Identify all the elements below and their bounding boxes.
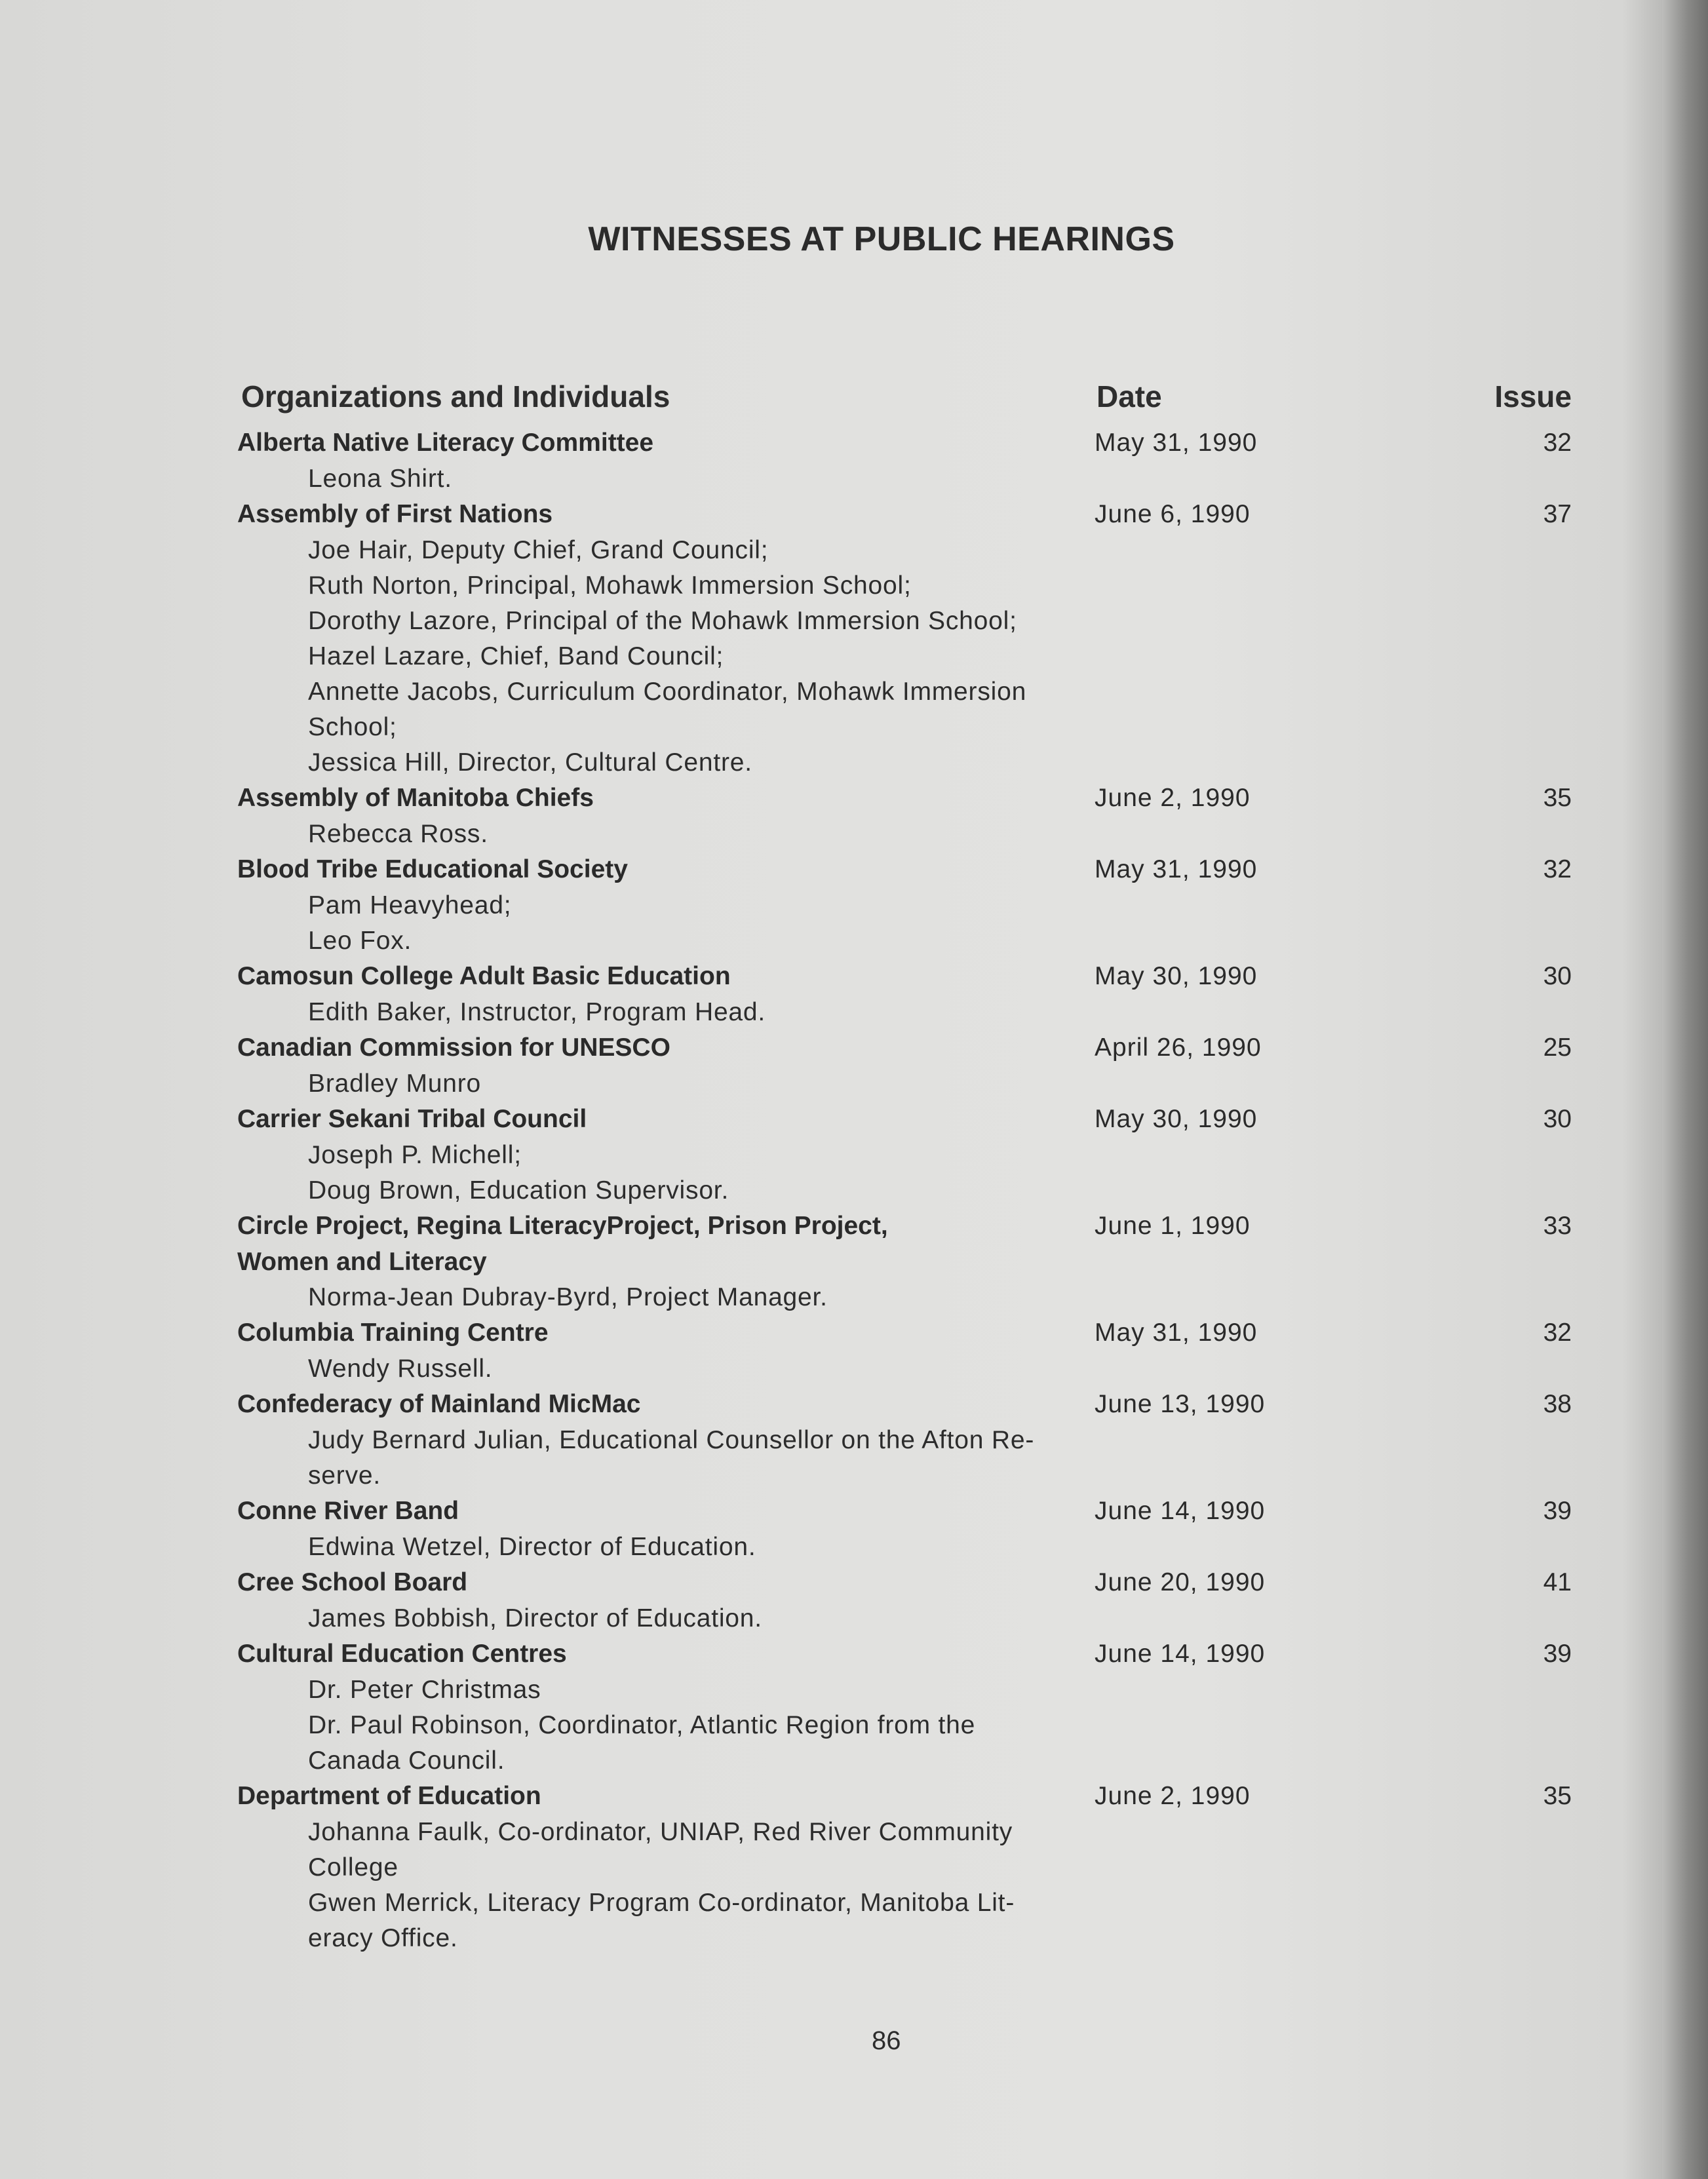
witness-entry bbox=[237, 1102, 1574, 1209]
hearing-date: June 14, 1990 bbox=[1095, 1640, 1266, 1668]
entry-row bbox=[237, 1209, 1574, 1245]
organization-name: Department of Education bbox=[237, 1782, 541, 1810]
organization-name: Assembly of First Nations bbox=[237, 500, 553, 528]
witness-line: Jessica Hill, Director, Cultural Centre. bbox=[308, 748, 752, 777]
witness-line: Joe Hair, Deputy Chief, Grand Council; bbox=[308, 536, 769, 564]
organization-name: Circle Project, Regina LiteracyProject, Prison Project, bbox=[237, 1212, 888, 1240]
organization-name: Camosun College Adult Basic Education bbox=[237, 962, 731, 990]
witness-entry bbox=[237, 426, 1574, 497]
witness-line: Leo Fox. bbox=[308, 927, 412, 955]
hearing-date: June 6, 1990 bbox=[1095, 500, 1251, 528]
witness-line: Bradley Munro bbox=[308, 1070, 482, 1098]
page-title: WITNESSES AT PUBLIC HEARINGS bbox=[588, 220, 1175, 258]
hearing-date: May 31, 1990 bbox=[1095, 855, 1258, 883]
entry-row bbox=[237, 853, 1574, 889]
entry-row bbox=[237, 959, 1574, 995]
witness-line: Rebecca Ross. bbox=[308, 820, 488, 848]
witness-line: Judy Bernard Julian, Educational Counsellor on the Afton Re- bbox=[308, 1426, 1035, 1454]
issue-number: 32 bbox=[1543, 1319, 1572, 1347]
witness-line: Leona Shirt. bbox=[308, 465, 452, 493]
issue-number: 37 bbox=[1543, 500, 1572, 528]
witness-line: College bbox=[308, 1853, 398, 1881]
witness-entry bbox=[237, 781, 1574, 853]
witness-entry bbox=[237, 1566, 1574, 1637]
header-date: Date bbox=[1097, 379, 1162, 414]
witness-line: Dorothy Lazore, Principal of the Mohawk Immersion School; bbox=[308, 607, 1017, 635]
issue-number: 30 bbox=[1543, 1105, 1572, 1133]
hearing-date: June 13, 1990 bbox=[1095, 1390, 1266, 1418]
entry-row bbox=[237, 1031, 1574, 1067]
hearing-date: June 2, 1990 bbox=[1095, 1782, 1251, 1810]
hearing-date: May 31, 1990 bbox=[1095, 1319, 1258, 1347]
issue-number: 32 bbox=[1543, 855, 1572, 883]
witness-line: James Bobbish, Director of Education. bbox=[308, 1604, 762, 1632]
hearing-date: June 1, 1990 bbox=[1095, 1212, 1251, 1240]
witness-entry bbox=[237, 1209, 1574, 1316]
witness-line: Wendy Russell. bbox=[308, 1355, 493, 1383]
organization-name: Conne River Band bbox=[237, 1497, 459, 1525]
witness-line: Gwen Merrick, Literacy Program Co-ordinator, Manitoba Lit- bbox=[308, 1889, 1015, 1917]
issue-number: 35 bbox=[1543, 1782, 1572, 1810]
hearing-date: June 14, 1990 bbox=[1095, 1497, 1266, 1525]
hearing-date: April 26, 1990 bbox=[1095, 1033, 1262, 1062]
witness-line: Annette Jacobs, Curriculum Coordinator, Mohawk Immersion bbox=[308, 678, 1027, 706]
witness-line: eracy Office. bbox=[308, 1924, 458, 1952]
organization-name: Confederacy of Mainland MicMac bbox=[237, 1390, 641, 1418]
organization-name: Alberta Native Literacy Committee bbox=[237, 429, 654, 457]
hearing-date: May 30, 1990 bbox=[1095, 1105, 1258, 1133]
issue-number: 41 bbox=[1543, 1568, 1572, 1596]
entry-row bbox=[237, 426, 1574, 462]
organization-name: Canadian Commission for UNESCO bbox=[237, 1033, 670, 1062]
witness-entry bbox=[237, 1494, 1574, 1566]
witness-line: serve. bbox=[308, 1461, 381, 1490]
witness-line: Dr. Peter Christmas bbox=[308, 1676, 541, 1704]
entry-row bbox=[237, 1102, 1574, 1138]
witness-line: Dr. Paul Robinson, Coordinator, Atlantic Region from the bbox=[308, 1711, 976, 1739]
issue-number: 39 bbox=[1543, 1497, 1572, 1525]
organization-name: Assembly of Manitoba Chiefs bbox=[237, 784, 594, 812]
issue-number: 32 bbox=[1543, 429, 1572, 457]
entry-row bbox=[237, 1566, 1574, 1602]
witness-entry bbox=[237, 1316, 1574, 1387]
witness-line: Norma-Jean Dubray-Byrd, Project Manager. bbox=[308, 1283, 828, 1311]
witness-line: Edith Baker, Instructor, Program Head. bbox=[308, 998, 766, 1026]
organization-name: Cree School Board bbox=[237, 1568, 468, 1596]
witness-line: Johanna Faulk, Co-ordinator, UNIAP, Red River Community bbox=[308, 1818, 1013, 1846]
hearing-date: June 2, 1990 bbox=[1095, 784, 1251, 812]
hearing-date: May 30, 1990 bbox=[1095, 962, 1258, 990]
entry-row bbox=[237, 1494, 1574, 1530]
witness-line: Canada Council. bbox=[308, 1746, 505, 1775]
entry-row bbox=[237, 1316, 1574, 1352]
witness-entry bbox=[237, 1031, 1574, 1102]
header-issue: Issue bbox=[1494, 379, 1572, 414]
witness-line: Pam Heavyhead; bbox=[308, 891, 512, 919]
witness-entry bbox=[237, 1387, 1574, 1494]
issue-number: 35 bbox=[1543, 784, 1572, 812]
issue-number: 39 bbox=[1543, 1640, 1572, 1668]
issue-number: 38 bbox=[1543, 1390, 1572, 1418]
witness-list bbox=[237, 426, 1574, 1957]
witness-line: Joseph P. Michell; bbox=[308, 1141, 522, 1169]
witness-line: Ruth Norton, Principal, Mohawk Immersion School; bbox=[308, 571, 912, 600]
organization-name: Carrier Sekani Tribal Council bbox=[237, 1105, 587, 1133]
organization-name: Blood Tribe Educational Society bbox=[237, 855, 628, 883]
entry-row bbox=[237, 1779, 1574, 1815]
header-organizations: Organizations and Individuals bbox=[241, 379, 670, 414]
witness-line: Hazel Lazare, Chief, Band Council; bbox=[308, 642, 724, 670]
witness-entry bbox=[237, 853, 1574, 959]
witness-line: Doug Brown, Education Supervisor. bbox=[308, 1176, 729, 1205]
hearing-date: June 20, 1990 bbox=[1095, 1568, 1266, 1596]
issue-number: 30 bbox=[1543, 962, 1572, 990]
organization-name-continued: Women and Literacy bbox=[237, 1248, 487, 1276]
witness-entry bbox=[237, 959, 1574, 1031]
entry-row bbox=[237, 1637, 1574, 1673]
entry-row bbox=[237, 497, 1574, 533]
page-number: 86 bbox=[872, 2026, 901, 2055]
hearing-date: May 31, 1990 bbox=[1095, 429, 1258, 457]
issue-number: 25 bbox=[1543, 1033, 1572, 1062]
organization-name: Columbia Training Centre bbox=[237, 1319, 549, 1347]
witness-entry bbox=[237, 1637, 1574, 1779]
entry-row bbox=[237, 1387, 1574, 1423]
entry-row bbox=[237, 781, 1574, 817]
organization-name: Cultural Education Centres bbox=[237, 1640, 567, 1668]
witness-entry bbox=[237, 1779, 1574, 1957]
witness-entry bbox=[237, 497, 1574, 781]
witness-line: Edwina Wetzel, Director of Education. bbox=[308, 1533, 756, 1561]
issue-number: 33 bbox=[1543, 1212, 1572, 1240]
witness-line: School; bbox=[308, 713, 397, 741]
